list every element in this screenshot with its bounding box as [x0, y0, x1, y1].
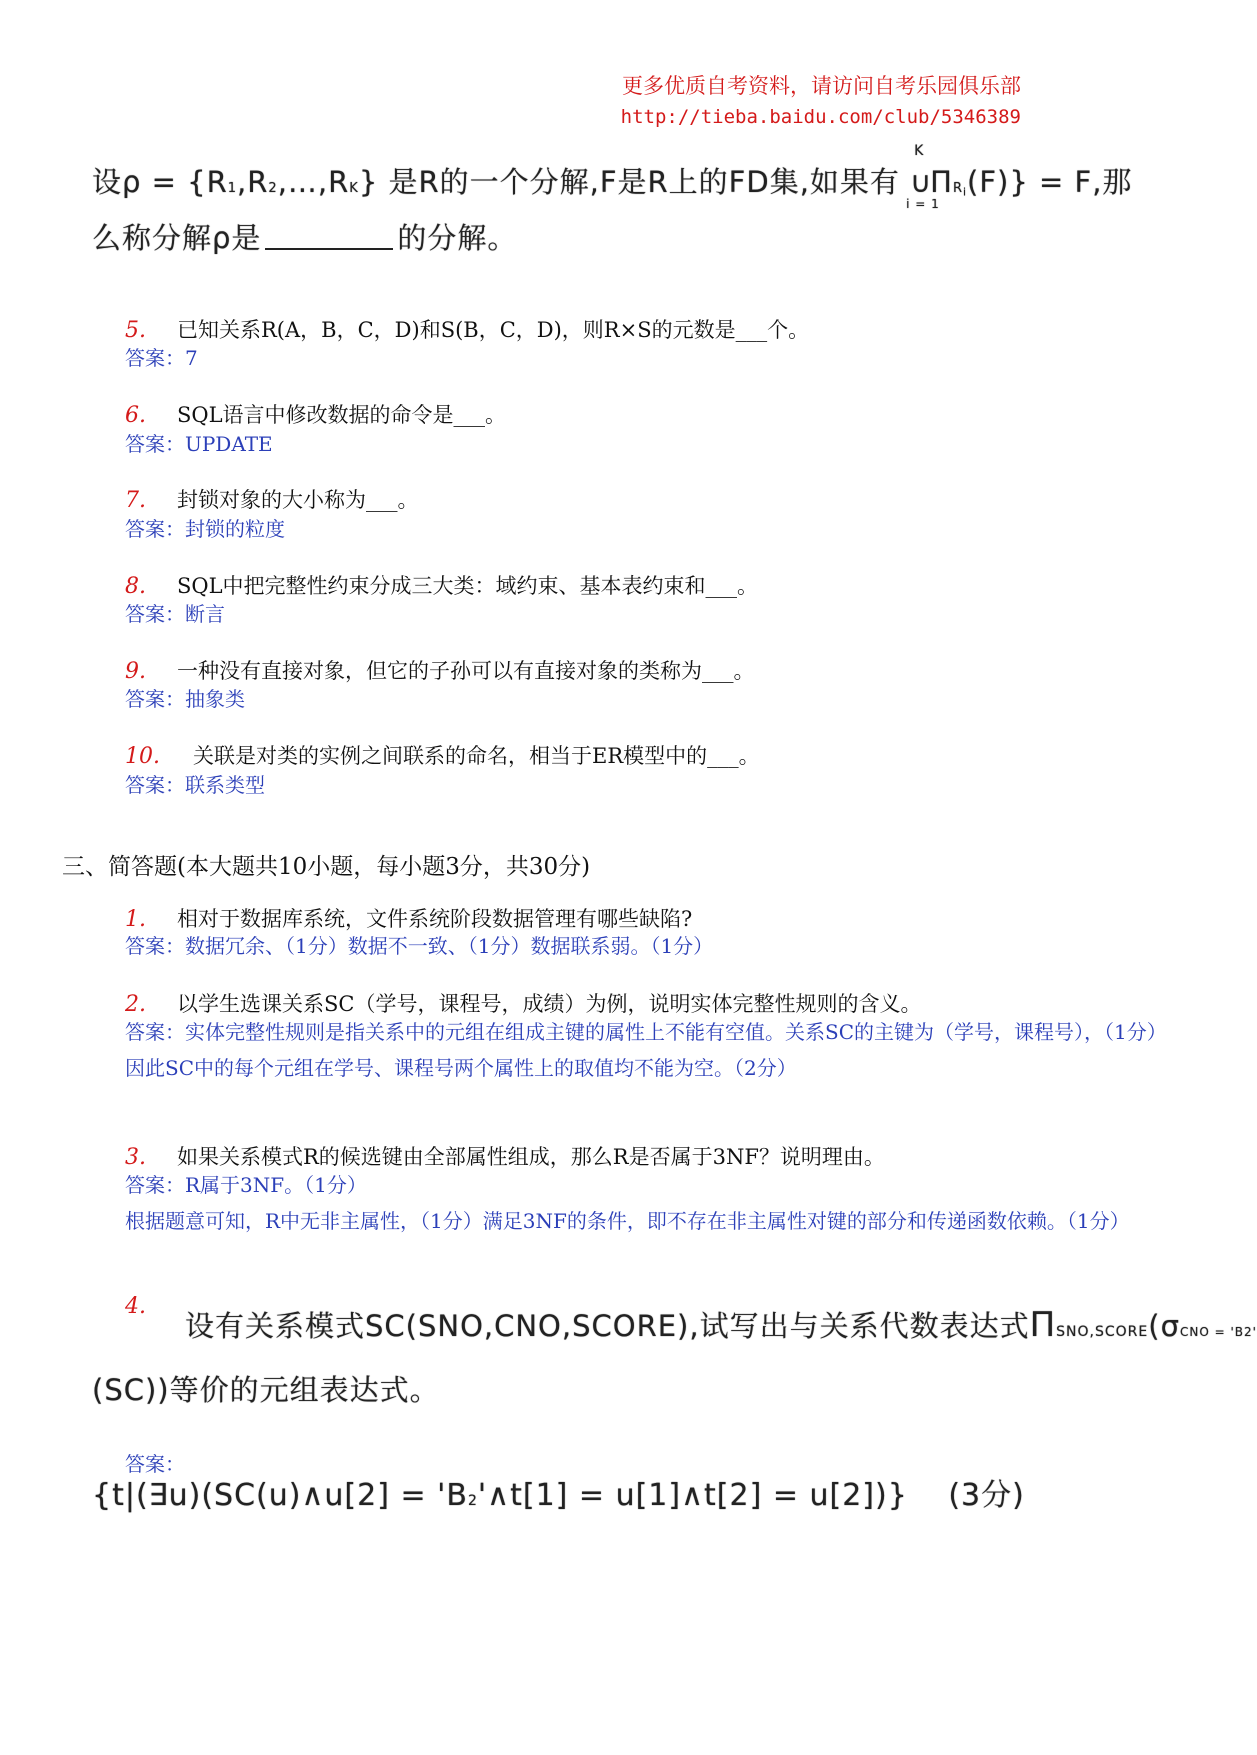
scanned-question-line2: 么称分解ρ是 的分解。: [92, 221, 518, 255]
answer-7: 答案：封锁的粒度: [125, 517, 285, 541]
question-7: 7. 封锁对象的大小称为___。: [125, 488, 419, 513]
question-6: 6. SQL语言中修改数据的命令是___。: [125, 403, 507, 428]
answer-9: 答案：抽象类: [125, 687, 245, 711]
answer-8: 答案：断言: [125, 602, 225, 626]
short-question-2: 2. 以学生选课关系SC（学号，课程号，成绩）为例，说明实体完整性规则的含义。: [125, 992, 922, 1017]
short-answer-4-formula: {t|(∃u)(SC(u)∧u[2] = 'B2'∧t[1] = u[1]∧t[2] = u[2])} (3分): [92, 1478, 1025, 1513]
short-question-4-number: 4.: [125, 1294, 146, 1319]
short-answer-4-label: 答案：: [125, 1452, 185, 1476]
answer-10: 答案：联系类型: [125, 773, 265, 797]
short-answer-2: 答案：实体完整性规则是指关系中的元组在组成主键的属性上不能有空值。关系SC的主键为（学号，课程号），（1分）因此SC中的每个元组在学号、课程号两个属性上的取值均不能为空。（2分）: [125, 1020, 1167, 1080]
short-question-1: 1. 相对于数据库系统，文件系统阶段数据管理有哪些缺陷?: [125, 907, 693, 932]
short-question-4-line2: (SC))等价的元组表达式。: [92, 1373, 440, 1407]
short-answer-3a: 答案：R属于3NF。（1分）: [125, 1173, 367, 1197]
question-5: 5. 已知关系R(A，B，C，D)和S(B，C，D)，则R×S的元数是___个。: [125, 318, 810, 343]
section-heading: 三、简答题(本大题共10小题，每小题3分，共30分): [62, 854, 591, 880]
question-10: 10. 关联是对类的实例之间联系的命名，相当于ER模型中的___。: [125, 744, 760, 769]
short-answer-1: 答案：数据冗余、（1分）数据不一致、（1分）数据联系弱。（1分）: [125, 934, 714, 958]
question-8: 8. SQL中把完整性约束分成三大类：域约束、基本表约束和___。: [125, 574, 759, 599]
short-question-3: 3. 如果关系模式R的候选键由全部属性组成，那么R是否属于3NF？说明理由。: [125, 1145, 885, 1170]
short-question-4-line1: 设有关系模式SC(SNO,CNO,SCORE),试写出与关系代数表达式ΠSNO,SCORE(σCNO = 'B2': [185, 1305, 1257, 1345]
promo-header-text: 更多优质自考资料，请访问自考乐园俱乐部: [622, 74, 1021, 98]
question-9: 9. 一种没有直接对象，但它的子孙可以有直接对象的类称为___。: [125, 659, 755, 684]
answer-6: 答案：UPDATE: [125, 432, 273, 456]
short-answer-3b: 根据题意可知，R中无非主属性，（1分）满足3NF的条件，即不存在非主属性对键的部分和传递函数依赖。（1分）: [125, 1209, 1130, 1233]
promo-header-url[interactable]: http://tieba.baidu.com/club/5346389: [620, 106, 1021, 128]
scanned-question-line1: 设ρ = {R1,R2,…,RK} 是R的一个分解,F是R上的FD集,如果有 K ∪ i = 1 $\Pi R_i(F)\} = F$,那: [92, 143, 1133, 211]
answer-5: 答案：7: [125, 346, 198, 370]
